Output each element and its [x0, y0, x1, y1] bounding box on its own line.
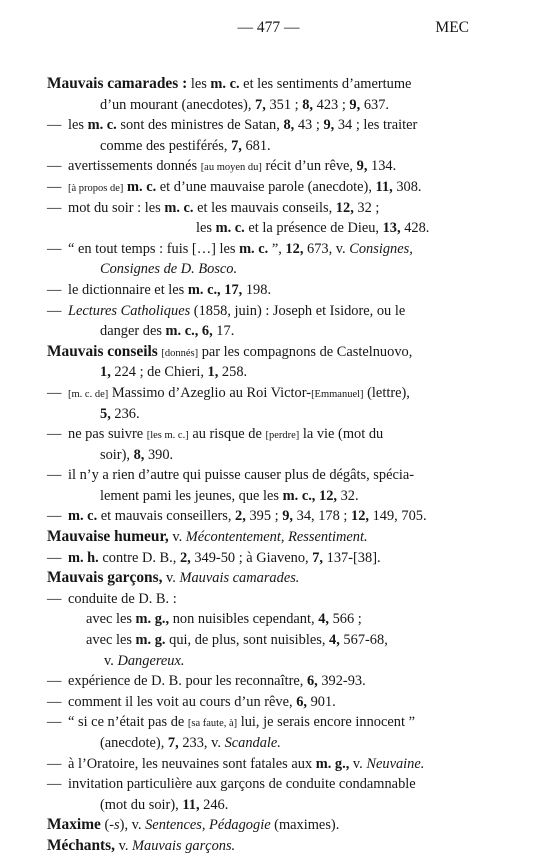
- text-segment: à l’Oratoire, les neuvaines sont fatales aux: [68, 755, 316, 772]
- editorial-insert: [m. c. de]: [68, 388, 109, 400]
- text-segment: 233, v.: [178, 735, 225, 751]
- entry-text: [196, 218, 429, 239]
- index-line: [47, 342, 497, 363]
- volume-ref: m. c.: [210, 76, 240, 92]
- text-segment: 428.: [400, 220, 430, 237]
- index-line: [47, 712, 497, 733]
- index-entries: [47, 74, 497, 857]
- section-code: MEC: [435, 19, 469, 36]
- volume-ref: 13,: [382, 220, 401, 237]
- editorial-insert: [les m. c.]: [146, 430, 189, 442]
- text-segment: “ si ce n’était pas de: [68, 714, 188, 731]
- volume-ref: 1,: [207, 364, 219, 381]
- entry-text: [86, 609, 362, 630]
- text-segment: Massimo d’Azeglio au Roi Victor-: [108, 384, 312, 401]
- volume-ref: 8,: [302, 96, 314, 113]
- text-segment: les: [68, 117, 88, 134]
- index-line: [47, 486, 497, 507]
- volume-ref: 8,: [283, 117, 295, 134]
- index-line: [47, 301, 497, 322]
- text-segment: (lettre),: [363, 384, 410, 401]
- text-segment: par les compagnons de Castelnuovo,: [198, 343, 413, 360]
- entry-text: [100, 321, 234, 342]
- text-segment: 423 ;: [313, 96, 350, 113]
- text-segment: v.: [168, 529, 186, 546]
- text-segment: les: [196, 220, 216, 237]
- entry-text: [100, 362, 247, 383]
- volume-ref: m. c.: [239, 240, 269, 257]
- entry-text: [68, 383, 410, 406]
- entry-text: [47, 74, 411, 95]
- entry-text: [104, 651, 184, 672]
- cross-ref: s: [114, 817, 120, 834]
- volume-ref: 11,: [182, 796, 200, 813]
- index-line: [47, 383, 497, 404]
- volume-ref: 1,: [100, 364, 111, 381]
- editorial-insert: [à propos de]: [68, 182, 124, 194]
- entry-heading: Maxime: [47, 816, 101, 834]
- volume-ref: 12,: [285, 240, 304, 257]
- index-line: [47, 754, 497, 775]
- volume-ref: 2,: [179, 549, 191, 566]
- text-segment: 32.: [337, 487, 359, 504]
- text-segment: 34, 178 ;: [293, 508, 351, 525]
- volume-ref: m. g.,: [315, 755, 350, 772]
- index-line: [47, 136, 497, 157]
- text-segment: 351 ;: [265, 96, 303, 113]
- text-segment: soir),: [100, 446, 134, 463]
- text-segment: 566 ;: [329, 611, 362, 628]
- volume-ref: m. g.: [135, 632, 166, 649]
- volume-ref: 9,: [282, 508, 294, 525]
- page-number: — 477 —: [237, 19, 300, 36]
- text-segment: 32 ;: [353, 199, 380, 216]
- text-segment: 258.: [218, 364, 248, 381]
- volume-ref: 6,: [296, 693, 307, 710]
- cross-ref: Neuvaine.: [366, 755, 425, 772]
- entry-dash: —: [47, 714, 62, 731]
- volume-ref: m. g.,: [135, 611, 170, 628]
- text-segment: danger des: [100, 323, 166, 340]
- volume-ref: 7,: [231, 137, 242, 154]
- volume-ref: m. c.: [68, 508, 98, 525]
- text-segment: au risque de: [188, 426, 266, 443]
- entry-text: [68, 424, 383, 447]
- index-line: [47, 218, 497, 239]
- text-segment: et les sentiments d’amertume: [239, 76, 412, 92]
- index-line: [47, 445, 497, 466]
- entry-dash: —: [47, 467, 62, 484]
- text-segment: sont des ministres de Satan,: [116, 117, 284, 134]
- entry-text: [68, 671, 366, 692]
- text-segment: et les mauvais conseils,: [193, 199, 336, 216]
- text-segment: (maximes).: [270, 817, 340, 834]
- text-segment: 681.: [241, 137, 271, 154]
- text-segment: 236.: [110, 405, 140, 422]
- volume-ref: m. c.: [87, 117, 117, 134]
- text-segment: 224 ; de Chieri,: [110, 364, 208, 381]
- volume-ref: m. c.: [127, 178, 157, 195]
- index-line: [47, 362, 497, 383]
- volume-ref: 17,: [224, 281, 243, 298]
- text-segment: conduite de D. B. :: [68, 590, 177, 607]
- entry-text: [68, 301, 405, 322]
- text-segment: (1858, juin) : Joseph et Isidore, ou le: [190, 302, 406, 319]
- entry-dash: —: [47, 755, 62, 772]
- index-line: [47, 115, 497, 136]
- entry-dash: —: [47, 240, 62, 257]
- index-line: [47, 651, 497, 672]
- volume-ref: 6,: [306, 673, 318, 690]
- index-line: [47, 177, 497, 198]
- cross-ref: Mauvais garçons.: [132, 837, 236, 854]
- text-segment: qui, de plus, sont nuisibles,: [165, 632, 330, 649]
- text-segment: 390.: [144, 446, 174, 463]
- entry-text: [68, 774, 416, 795]
- volume-ref: 8,: [133, 446, 145, 463]
- text-segment: non nuisibles cependant,: [169, 611, 319, 628]
- entry-text: [68, 156, 396, 179]
- text-segment: 349-50 ; à Giaveno,: [190, 549, 313, 566]
- entry-text: [68, 465, 414, 486]
- text-segment: 637.: [360, 96, 389, 113]
- volume-ref: 11,: [375, 178, 393, 195]
- entry-dash: —: [47, 199, 62, 216]
- entry-dash: —: [47, 693, 62, 710]
- entry-heading: Méchants,: [47, 836, 115, 854]
- entry-dash: —: [47, 384, 62, 401]
- entry-text: [47, 527, 368, 548]
- text-segment: 137-[38].: [323, 549, 381, 566]
- text-segment: ”,: [268, 240, 286, 257]
- volume-ref: 2,: [235, 508, 246, 525]
- volume-ref: 12,: [319, 487, 338, 504]
- entry-dash: —: [47, 302, 62, 319]
- entry-text: [47, 568, 299, 589]
- index-line: [47, 506, 497, 527]
- cross-ref: Mauvais camarades.: [179, 570, 300, 587]
- index-line: [47, 95, 497, 116]
- text-segment: v.: [162, 570, 180, 587]
- entry-dash: —: [47, 117, 62, 134]
- entry-text: [100, 733, 281, 754]
- index-line: [47, 774, 497, 795]
- text-segment: 395 ;: [245, 508, 283, 525]
- text-segment: 198.: [242, 281, 272, 298]
- index-line: [47, 198, 497, 219]
- volume-ref: m. c.,: [282, 487, 316, 504]
- page-header: [0, 19, 537, 41]
- text-segment: 308.: [392, 178, 422, 195]
- index-line: [47, 321, 497, 342]
- entry-text: [100, 136, 271, 157]
- cross-ref: Mécontentement, Ressentiment.: [185, 529, 368, 546]
- index-line: [47, 239, 497, 260]
- entry-dash: —: [47, 776, 62, 793]
- volume-ref: m. c.: [164, 199, 194, 216]
- volume-ref: 9,: [323, 117, 335, 134]
- text-segment: 567-68,: [339, 632, 388, 649]
- text-segment: 134.: [367, 158, 397, 175]
- text-segment: comme des pestiférés,: [100, 137, 232, 154]
- volume-ref: 7,: [312, 549, 324, 566]
- entry-text: [68, 692, 336, 713]
- volume-ref: 9,: [349, 96, 361, 113]
- text-segment: v.: [349, 755, 367, 772]
- index-line: [47, 156, 497, 177]
- entry-dash: —: [47, 281, 62, 298]
- editorial-insert: [donnés]: [161, 347, 199, 359]
- entry-heading: Mauvais camarades :: [47, 75, 188, 92]
- text-segment: 43 ;: [294, 117, 324, 134]
- entry-text: [100, 259, 237, 280]
- text-segment: et la présence de Dieu,: [244, 220, 383, 237]
- text-segment: d’un mourant (anecdotes),: [100, 96, 256, 113]
- entry-text: [68, 712, 415, 735]
- entry-text: [100, 404, 140, 425]
- entry-text: [100, 486, 359, 507]
- text-segment: lui, je serais encore innocent ”: [237, 714, 415, 731]
- entry-heading: Mauvaise humeur,: [47, 528, 169, 546]
- entry-dash: —: [47, 508, 62, 525]
- text-segment: (mot du soir),: [100, 796, 183, 813]
- volume-ref: 12,: [351, 508, 369, 525]
- text-segment: contre D. B.,: [98, 549, 180, 566]
- entry-text: [68, 115, 417, 136]
- text-segment: 673, v.: [303, 240, 350, 257]
- index-line: [47, 404, 497, 425]
- entry-text: [47, 836, 235, 857]
- volume-ref: 7,: [167, 735, 179, 751]
- entry-dash: —: [47, 590, 62, 607]
- entry-dash: —: [47, 426, 62, 443]
- entry-text: [68, 177, 422, 200]
- volume-ref: 6,: [201, 323, 213, 340]
- text-segment: récit d’un rêve,: [261, 158, 357, 175]
- index-line: [47, 671, 497, 692]
- text-segment: comment il les voit au cours d’un rêve,: [68, 693, 297, 710]
- text-segment: les: [187, 76, 211, 92]
- text-segment: v.: [104, 652, 118, 669]
- entry-text: [68, 280, 271, 301]
- index-line: [47, 424, 497, 445]
- index-line: [47, 568, 497, 589]
- index-line: [47, 836, 497, 857]
- text-segment: (-: [100, 817, 115, 834]
- text-segment: (anecdote),: [100, 735, 168, 751]
- volume-ref: m. h.: [68, 549, 99, 566]
- index-line: [47, 795, 497, 816]
- text-segment: avertissements donnés: [68, 158, 201, 175]
- editorial-insert: [sa faute, à]: [187, 718, 238, 730]
- index-line: [47, 733, 497, 754]
- text-segment: v.: [114, 837, 133, 854]
- text-segment: lement pami les jeunes, que les: [100, 487, 283, 504]
- text-segment: 901.: [307, 693, 336, 710]
- entry-heading: Mauvais garçons,: [47, 569, 163, 587]
- text-segment: la vie (mot du: [299, 426, 384, 443]
- text-segment: ne pas suivre: [68, 426, 147, 443]
- entry-text: [68, 198, 379, 219]
- entry-text: [47, 815, 339, 836]
- index-line: [47, 548, 497, 569]
- index-line: [47, 259, 497, 280]
- text-segment: avec les: [86, 611, 136, 628]
- text-segment: “ en tout temps : fuis […] les: [68, 240, 240, 257]
- text-segment: 392-93.: [317, 673, 366, 690]
- volume-ref: 9,: [356, 158, 368, 175]
- entry-text: [100, 95, 389, 116]
- entry-text: [68, 239, 413, 260]
- volume-ref: 7,: [255, 96, 266, 113]
- cross-ref: Sentences, Pédagogie: [145, 817, 271, 834]
- entry-dash: —: [47, 158, 62, 175]
- text-segment: 17.: [212, 323, 235, 340]
- cross-ref: Lectures Catholiques: [68, 302, 191, 319]
- text-segment: ), v.: [119, 817, 146, 834]
- text-segment: et mauvais conseillers,: [97, 508, 236, 525]
- text-segment: mot du soir : les: [68, 199, 165, 216]
- entry-text: [100, 445, 173, 466]
- entry-text: [68, 754, 424, 775]
- index-line: [47, 465, 497, 486]
- text-segment: 149, 705.: [369, 508, 427, 525]
- cross-ref: Consignes,: [349, 240, 413, 257]
- index-line: [47, 74, 497, 95]
- volume-ref: m. c.: [215, 220, 245, 237]
- index-line: [47, 815, 497, 836]
- entry-text: [86, 630, 388, 651]
- cross-ref: Dangereux.: [117, 652, 185, 669]
- text-segment: 34 ; les traiter: [334, 117, 418, 134]
- entry-text: [47, 342, 412, 365]
- index-line: [47, 692, 497, 713]
- entry-dash: —: [47, 549, 62, 566]
- text-segment: et d’une mauvaise parole (anecdote),: [156, 178, 376, 195]
- index-line: [47, 630, 497, 651]
- text-segment: il n’y a rien d’autre qui puisse causer plus de dégâts, spécia-: [68, 467, 415, 484]
- volume-ref: 4,: [318, 611, 329, 628]
- text-segment: expérience de D. B. pour les reconnaître,: [68, 673, 307, 690]
- editorial-insert: [Emmanuel]: [311, 388, 364, 400]
- editorial-insert: [au moyen du]: [200, 162, 262, 174]
- cross-ref: Scandale.: [224, 735, 281, 751]
- index-line: [47, 589, 497, 610]
- entry-text: [68, 589, 177, 610]
- editorial-insert: [perdre]: [265, 430, 300, 442]
- entry-dash: —: [47, 673, 62, 690]
- text-segment: avec les: [86, 632, 136, 649]
- volume-ref: m. c.,: [187, 281, 221, 298]
- volume-ref: 4,: [329, 632, 340, 649]
- entry-text: [68, 548, 381, 569]
- volume-ref: 12,: [335, 199, 354, 216]
- cross-ref: Consignes de D. Bosco.: [100, 261, 238, 278]
- index-line: [47, 280, 497, 301]
- index-line: [47, 527, 497, 548]
- entry-text: [68, 506, 427, 527]
- text-segment: le dictionnaire et les: [68, 281, 188, 298]
- volume-ref: m. c.,: [165, 323, 199, 340]
- text-segment: invitation particulière aux garçons de conduite condamnable: [68, 776, 416, 793]
- volume-ref: 5,: [100, 405, 111, 422]
- entry-text: [100, 795, 228, 816]
- entry-dash: —: [47, 178, 62, 195]
- index-line: [47, 609, 497, 630]
- entry-heading: Mauvais conseils: [47, 342, 158, 360]
- text-segment: 246.: [199, 796, 229, 813]
